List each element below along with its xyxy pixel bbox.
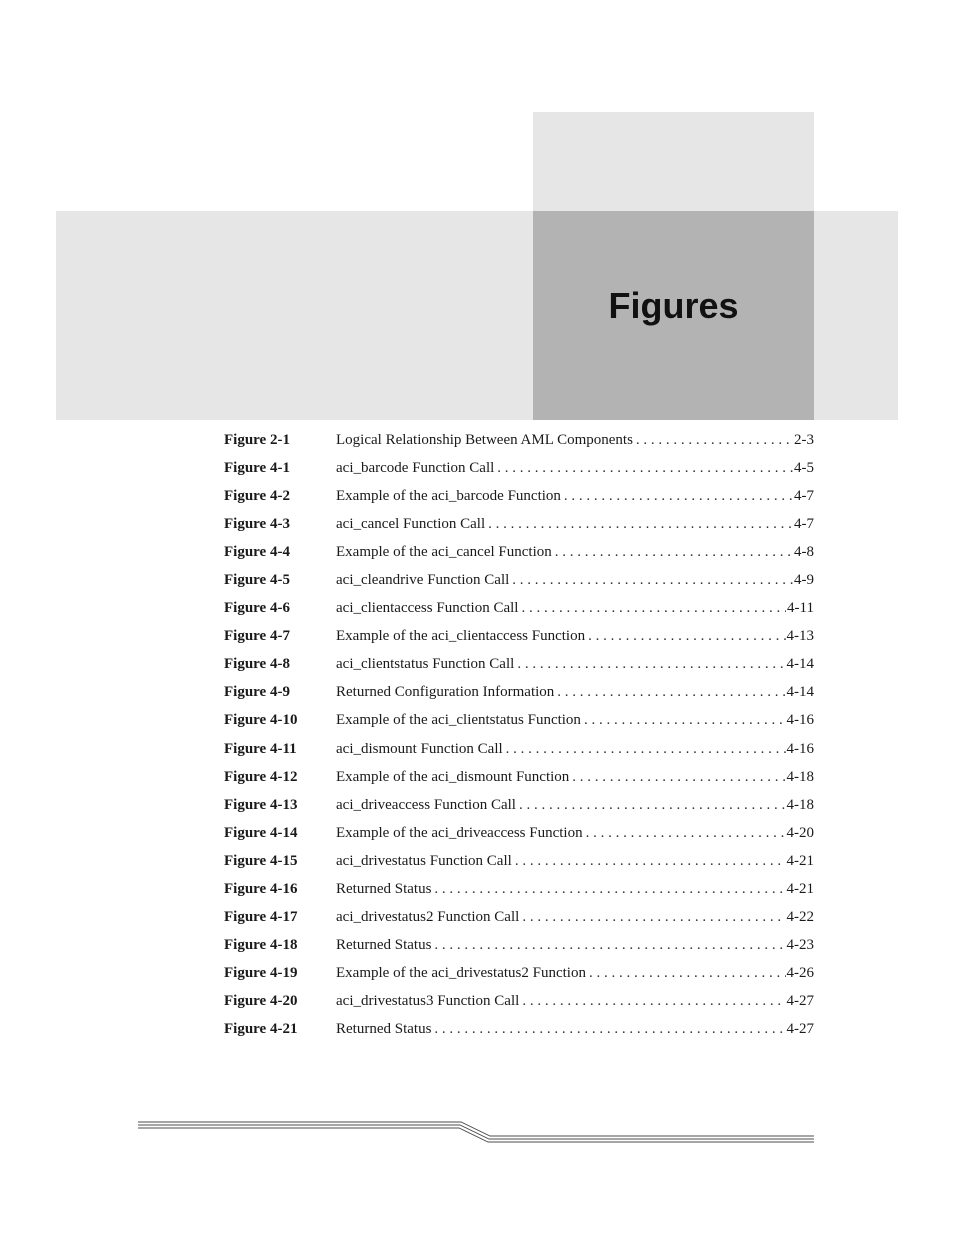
toc-figure-title: aci_cleandrive Function Call [336, 572, 510, 589]
toc-dot-leader [517, 650, 785, 678]
toc-dot-leader [589, 959, 786, 987]
toc-dot-leader [555, 538, 793, 566]
toc-figure-label: Figure 2-1 [224, 432, 290, 448]
toc-figure-label: Figure 4-18 [224, 936, 298, 953]
figures-list [224, 426, 814, 1043]
toc-dot-leader [564, 482, 793, 510]
toc-figure-title: Example of the aci_barcode Function [336, 488, 561, 505]
toc-figure-label: Figure 4-13 [224, 796, 298, 813]
toc-entry[interactable] [224, 763, 814, 791]
toc-figure-title: Returned Status [336, 936, 432, 953]
toc-page-number: 4-23 [786, 936, 814, 953]
toc-entry[interactable] [224, 1015, 814, 1043]
toc-dot-leader [522, 903, 785, 931]
toc-page-number: 4-21 [786, 880, 814, 897]
toc-figure-title: Example of the aci_dismount Function [336, 768, 570, 785]
toc-page-number: 4-21 [786, 852, 814, 869]
toc-dot-leader [497, 454, 793, 482]
toc-figure-title: aci_driveaccess Function Call [336, 796, 516, 813]
toc-dot-leader [434, 931, 785, 959]
toc-figure-label: Figure 4-5 [224, 572, 290, 589]
toc-dot-leader [512, 566, 793, 594]
toc-dot-leader [588, 622, 785, 650]
toc-dot-leader [521, 594, 786, 622]
footer-decorative-rule [138, 1118, 814, 1144]
toc-entry[interactable] [224, 622, 814, 650]
page-title: Figures [608, 285, 739, 326]
toc-figure-title: aci_drivestatus Function Call [336, 852, 512, 869]
toc-page-number: 4-26 [786, 964, 814, 981]
toc-figure-title: Example of the aci_cancel Function [336, 544, 552, 561]
toc-figure-title: aci_clientaccess Function Call [336, 600, 519, 617]
toc-figure-label: Figure 4-15 [224, 852, 298, 869]
toc-entry[interactable] [224, 510, 814, 538]
toc-page-number: 4-9 [794, 572, 814, 589]
toc-page-number: 4-14 [786, 656, 814, 673]
toc-page-number: 4-5 [794, 460, 814, 477]
toc-dot-leader [572, 763, 785, 791]
toc-page-number: 4-27 [786, 1020, 814, 1037]
toc-figure-label: Figure 4-4 [224, 544, 290, 561]
toc-page-number: 4-16 [786, 740, 814, 757]
toc-figure-label: Figure 4-12 [224, 768, 298, 785]
toc-figure-label: Figure 4-6 [224, 600, 290, 617]
toc-figure-title: Example of the aci_driveaccess Function [336, 824, 583, 841]
toc-entry[interactable] [224, 566, 814, 594]
toc-figure-label: Figure 4-20 [224, 992, 298, 1009]
toc-figure-title: Returned Status [336, 1020, 432, 1037]
toc-page-number: 2-3 [794, 432, 814, 448]
toc-figure-label: Figure 4-21 [224, 1020, 298, 1037]
toc-dot-leader [586, 819, 786, 847]
toc-figure-title: Example of the aci_clientstatus Function [336, 712, 581, 729]
toc-figure-title: aci_clientstatus Function Call [336, 656, 515, 673]
toc-figure-title: aci_drivestatus3 Function Call [336, 992, 520, 1009]
toc-page-number: 4-14 [786, 684, 814, 701]
toc-dot-leader [434, 875, 785, 903]
toc-figure-title: Returned Configuration Information [336, 684, 555, 701]
toc-dot-leader [557, 678, 785, 706]
toc-dot-leader [488, 510, 793, 538]
toc-entry[interactable] [224, 706, 814, 734]
toc-page-number: 4-11 [787, 600, 814, 617]
toc-figure-label: Figure 4-2 [224, 488, 290, 505]
header-light-block [533, 112, 814, 211]
toc-entry[interactable] [224, 931, 814, 959]
toc-page-number: 4-22 [786, 908, 814, 925]
toc-figure-label: Figure 4-16 [224, 880, 298, 897]
toc-page-number: 4-13 [786, 628, 814, 645]
toc-page-number: 4-8 [794, 544, 814, 561]
toc-figure-label: Figure 4-14 [224, 824, 298, 841]
toc-dot-leader [584, 706, 786, 734]
toc-entry[interactable] [224, 735, 814, 763]
toc-page-number: 4-27 [786, 992, 814, 1009]
toc-entry[interactable] [224, 819, 814, 847]
toc-entry[interactable] [224, 650, 814, 678]
toc-entry[interactable] [224, 903, 814, 931]
toc-entry[interactable] [224, 875, 814, 903]
toc-page-number: 4-7 [794, 516, 814, 533]
toc-entry[interactable] [224, 678, 814, 706]
toc-dot-leader [519, 791, 786, 819]
toc-figure-title: Example of the aci_drivestatus2 Function [336, 964, 586, 981]
toc-entry[interactable] [224, 454, 814, 482]
toc-figure-title: Returned Status [336, 880, 432, 897]
toc-dot-leader [522, 987, 785, 1015]
toc-dot-leader [434, 1015, 785, 1043]
toc-figure-title: Example of the aci_clientaccess Function [336, 628, 586, 645]
toc-entry[interactable] [224, 791, 814, 819]
toc-page-number: 4-16 [786, 712, 814, 729]
toc-entry[interactable] [224, 959, 814, 987]
toc-dot-leader [506, 735, 786, 763]
toc-figure-title: Logical Relationship Between AML Components [336, 432, 633, 448]
toc-entry[interactable] [224, 847, 814, 875]
toc-figure-label: Figure 4-19 [224, 964, 298, 981]
toc-figure-title: aci_dismount Function Call [336, 740, 503, 757]
toc-figure-title: aci_cancel Function Call [336, 516, 486, 533]
toc-entry[interactable] [224, 987, 814, 1015]
toc-figure-title: aci_barcode Function Call [336, 460, 495, 477]
toc-entry[interactable] [224, 538, 814, 566]
toc-entry[interactable] [224, 594, 814, 622]
toc-dot-leader [515, 847, 786, 875]
toc-figure-label: Figure 4-9 [224, 684, 290, 701]
toc-figure-title: aci_drivestatus2 Function Call [336, 908, 520, 925]
toc-figure-label: Figure 4-7 [224, 628, 290, 645]
toc-entry[interactable] [224, 482, 814, 510]
toc-page-number: 4-20 [786, 824, 814, 841]
toc-page-number: 4-18 [786, 796, 814, 813]
toc-dot-leader [636, 426, 793, 454]
toc-page-number: 4-7 [794, 488, 814, 505]
toc-figure-label: Figure 4-17 [224, 908, 298, 925]
toc-entry[interactable] [224, 426, 814, 454]
toc-figure-label: Figure 4-3 [224, 516, 290, 533]
toc-figure-label: Figure 4-11 [224, 740, 297, 757]
toc-figure-label: Figure 4-10 [224, 712, 298, 729]
toc-figure-label: Figure 4-8 [224, 656, 290, 673]
toc-page-number: 4-18 [786, 768, 814, 785]
toc-figure-label: Figure 4-1 [224, 460, 290, 477]
